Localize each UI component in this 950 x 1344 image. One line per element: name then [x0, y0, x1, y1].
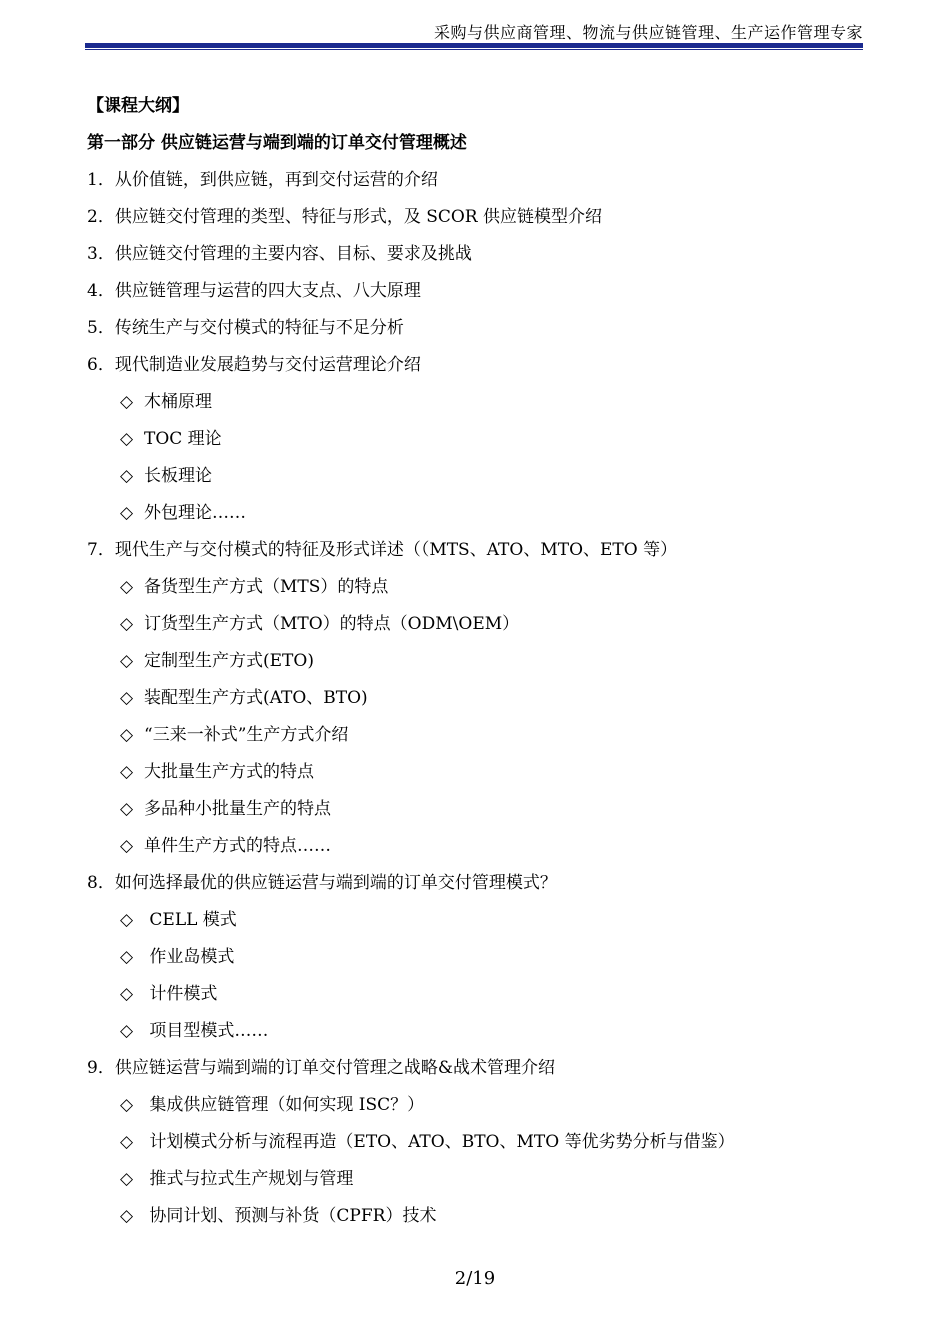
outline-subitem [87, 754, 867, 791]
outline-subitem [87, 902, 867, 939]
outline-subitem-label: 单件生产方式的特点…… [144, 836, 331, 856]
outline-subitem [87, 1013, 867, 1050]
header-rule-thin [85, 49, 863, 50]
outline-item: 2．供应链交付管理的类型、特征与形式，及 SCOR 供应链模型介绍 [87, 207, 603, 227]
diamond-bullet-icon: ◇ [120, 947, 134, 967]
outline-subitem-label: 大批量生产方式的特点 [144, 762, 314, 782]
diamond-bullet-icon: ◇ [120, 1095, 134, 1115]
outline-subitem-label: 订货型生产方式（MTO）的特点（ODM\OEM） [144, 614, 520, 634]
outline-subitem [87, 384, 867, 421]
outline-subitem [87, 569, 867, 606]
page-number: 2/19 [454, 1268, 496, 1289]
diamond-bullet-icon: ◇ [120, 910, 134, 930]
outline-item: 7．现代生产与交付模式的特征及形式详述（（MTS、ATO、MTO、ETO 等） [87, 540, 678, 560]
outline-subitem [87, 495, 867, 532]
outline-subitem [87, 939, 867, 976]
outline-subitem-label: 计件模式 [144, 984, 218, 1004]
course-outline [87, 162, 867, 1235]
outline-subitem-label: 作业岛模式 [144, 947, 235, 967]
outline-subitem [87, 976, 867, 1013]
outline-subitem [87, 828, 867, 865]
outline-item: 3．供应链交付管理的主要内容、目标、要求及挑战 [87, 244, 472, 264]
outline-item: 9．供应链运营与端到端的订单交付管理之战略&战术管理介绍 [87, 1058, 555, 1078]
diamond-bullet-icon: ◇ [120, 577, 134, 597]
outline-subitem-label: 长板理论 [144, 466, 212, 486]
outline-subitem [87, 1198, 867, 1235]
outline-subitem [87, 1124, 867, 1161]
outline-item: 4．供应链管理与运营的四大支点、八大原理 [87, 281, 421, 301]
outline-subitem [87, 643, 867, 680]
outline-item: 8．如何选择最优的供应链运营与端到端的订单交付管理模式？ [87, 873, 557, 893]
outline-subitem-label: 集成供应链管理（如何实现 ISC？） [144, 1095, 425, 1115]
diamond-bullet-icon: ◇ [120, 799, 134, 819]
outline-subitem-label: 推式与拉式生产规划与管理 [144, 1169, 354, 1189]
section-title: 【课程大纲】 [87, 96, 189, 116]
outline-subitem [87, 791, 867, 828]
diamond-bullet-icon: ◇ [120, 725, 134, 745]
outline-subitem [87, 421, 867, 458]
outline-subitem-label: CELL 模式 [144, 910, 237, 930]
diamond-bullet-icon: ◇ [120, 466, 134, 486]
page-content [87, 88, 867, 1235]
header-text: 采购与供应商管理、物流与供应链管理、生产运作管理专家 [433, 23, 863, 42]
header-rule [85, 43, 863, 48]
diamond-bullet-icon: ◇ [120, 1206, 134, 1226]
outline-subitem-label: “三来一补式”生产方式介绍 [144, 725, 349, 745]
diamond-bullet-icon: ◇ [120, 984, 134, 1004]
outline-subitem-label: 项目型模式…… [144, 1021, 269, 1041]
outline-item: 6．现代制造业发展趋势与交付运营理论介绍 [87, 355, 421, 375]
diamond-bullet-icon: ◇ [120, 836, 134, 856]
diamond-bullet-icon: ◇ [120, 614, 134, 634]
diamond-bullet-icon: ◇ [120, 688, 134, 708]
outline-subitem [87, 458, 867, 495]
outline-subitem [87, 1087, 867, 1124]
diamond-bullet-icon: ◇ [120, 429, 134, 449]
outline-subitem-label: 装配型生产方式(ATO、BTO) [144, 688, 368, 708]
outline-subitem-label: 协同计划、预测与补货（CPFR）技术 [144, 1206, 437, 1226]
outline-subitem-label: 多品种小批量生产的特点 [144, 799, 331, 819]
outline-subitem-label: 定制型生产方式(ETO) [144, 651, 314, 671]
outline-item: 1．从价值链，到供应链，再到交付运营的介绍 [87, 170, 438, 190]
diamond-bullet-icon: ◇ [120, 762, 134, 782]
outline-subitem [87, 1161, 867, 1198]
outline-subitem-label: 计划模式分析与流程再造（ETO、ATO、BTO、MTO 等优劣势分析与借鉴） [144, 1132, 735, 1152]
outline-subitem [87, 606, 867, 643]
outline-subitem-label: 木桶原理 [144, 392, 212, 412]
part-title: 第一部分 供应链运营与端到端的订单交付管理概述 [87, 133, 467, 153]
diamond-bullet-icon: ◇ [120, 1132, 134, 1152]
diamond-bullet-icon: ◇ [120, 1021, 134, 1041]
outline-item: 5．传统生产与交付模式的特征与不足分析 [87, 318, 404, 338]
outline-subitem-label: 备货型生产方式（MTS）的特点 [144, 577, 389, 597]
outline-subitem [87, 717, 867, 754]
outline-subitem-label: 外包理论…… [144, 503, 246, 523]
outline-subitem [87, 680, 867, 717]
diamond-bullet-icon: ◇ [120, 392, 134, 412]
diamond-bullet-icon: ◇ [120, 503, 134, 523]
outline-subitem-label: TOC 理论 [144, 429, 222, 449]
diamond-bullet-icon: ◇ [120, 651, 134, 671]
diamond-bullet-icon: ◇ [120, 1169, 134, 1189]
